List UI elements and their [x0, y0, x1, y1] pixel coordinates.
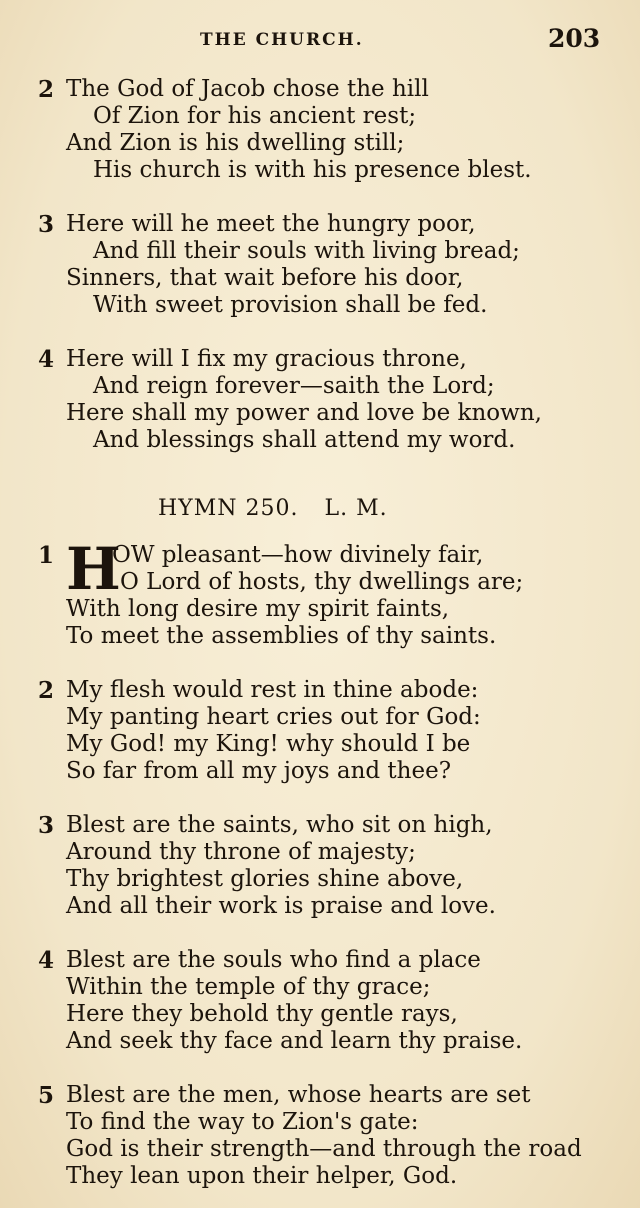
stanza-number: 2 — [38, 76, 55, 103]
verse-line: To find the way to Zion's gate: — [66, 1109, 419, 1135]
verse-line: O Lord of hosts, thy dwellings are; — [120, 569, 524, 595]
stanza-number: 2 — [38, 677, 55, 704]
verse-line: And all their work is praise and love. — [66, 893, 496, 919]
verse-line: With long desire my spirit faints, — [66, 596, 450, 622]
verse-line: Here they behold thy gentle rays, — [66, 1001, 458, 1027]
verse-line: Blest are the men, whose hearts are set — [66, 1082, 531, 1108]
verse-line: Sinners, that wait before his door, — [66, 265, 464, 291]
stanza-number: 4 — [38, 346, 55, 373]
verse-line: Blest are the souls who find a place — [66, 947, 481, 973]
stanza-number: 4 — [38, 947, 55, 974]
verse-line: And blessings shall attend my word. — [93, 427, 516, 453]
stanza-number: 3 — [38, 211, 55, 238]
verse-line: My God! my King! why should I be — [66, 731, 471, 757]
verse-line: And seek thy face and learn thy praise. — [66, 1028, 523, 1054]
verse-line: His church is with his presence blest. — [93, 157, 532, 183]
verse-line: My panting heart cries out for God: — [66, 704, 481, 730]
verse-line: And Zion is his dwelling still; — [66, 130, 405, 156]
verse-line: And reign forever—saith the Lord; — [93, 373, 495, 399]
hymn-title — [158, 496, 406, 521]
drop-cap: H — [66, 535, 121, 603]
verse-line: Within the temple of thy grace; — [66, 974, 431, 1000]
stanza-number: 5 — [38, 1082, 55, 1109]
verse-line: Thy brightest glories shine above, — [66, 866, 464, 892]
verse-line: Here will he meet the hungry poor, — [66, 211, 476, 237]
verse-line: With sweet provision shall be fed. — [93, 292, 488, 318]
verse-line: And fill their souls with living bread; — [93, 238, 520, 264]
verse-line: Around thy throne of majesty; — [66, 839, 416, 865]
verse-line: Of Zion for his ancient rest; — [93, 103, 417, 129]
verse-line: To meet the assemblies of thy saints. — [66, 623, 497, 649]
verse-line: Blest are the saints, who sit on high, — [66, 812, 493, 838]
verse-line: So far from all my joys and thee? — [66, 758, 452, 784]
verse-line: They lean upon their helper, God. — [66, 1163, 458, 1189]
verse-line: God is their strength—and through the road — [66, 1136, 582, 1162]
verse-line: Here shall my power and love be known, — [66, 400, 542, 426]
verse-line: The God of Jacob chose the hill — [66, 76, 429, 102]
verse-line: My flesh would rest in thine abode: — [66, 677, 479, 703]
stanza-number: 3 — [38, 812, 55, 839]
running-head: THE CHURCH. — [200, 30, 364, 50]
verse-line: OW pleasant—how divinely fair, — [112, 542, 484, 568]
hymn-number: HYMN 250. — [158, 496, 299, 521]
page-number: 203 — [548, 24, 601, 53]
verse-line: Here will I fix my gracious throne, — [66, 346, 467, 372]
hymn-meter: L. M. — [324, 496, 388, 521]
stanza-number: 1 — [38, 542, 55, 569]
